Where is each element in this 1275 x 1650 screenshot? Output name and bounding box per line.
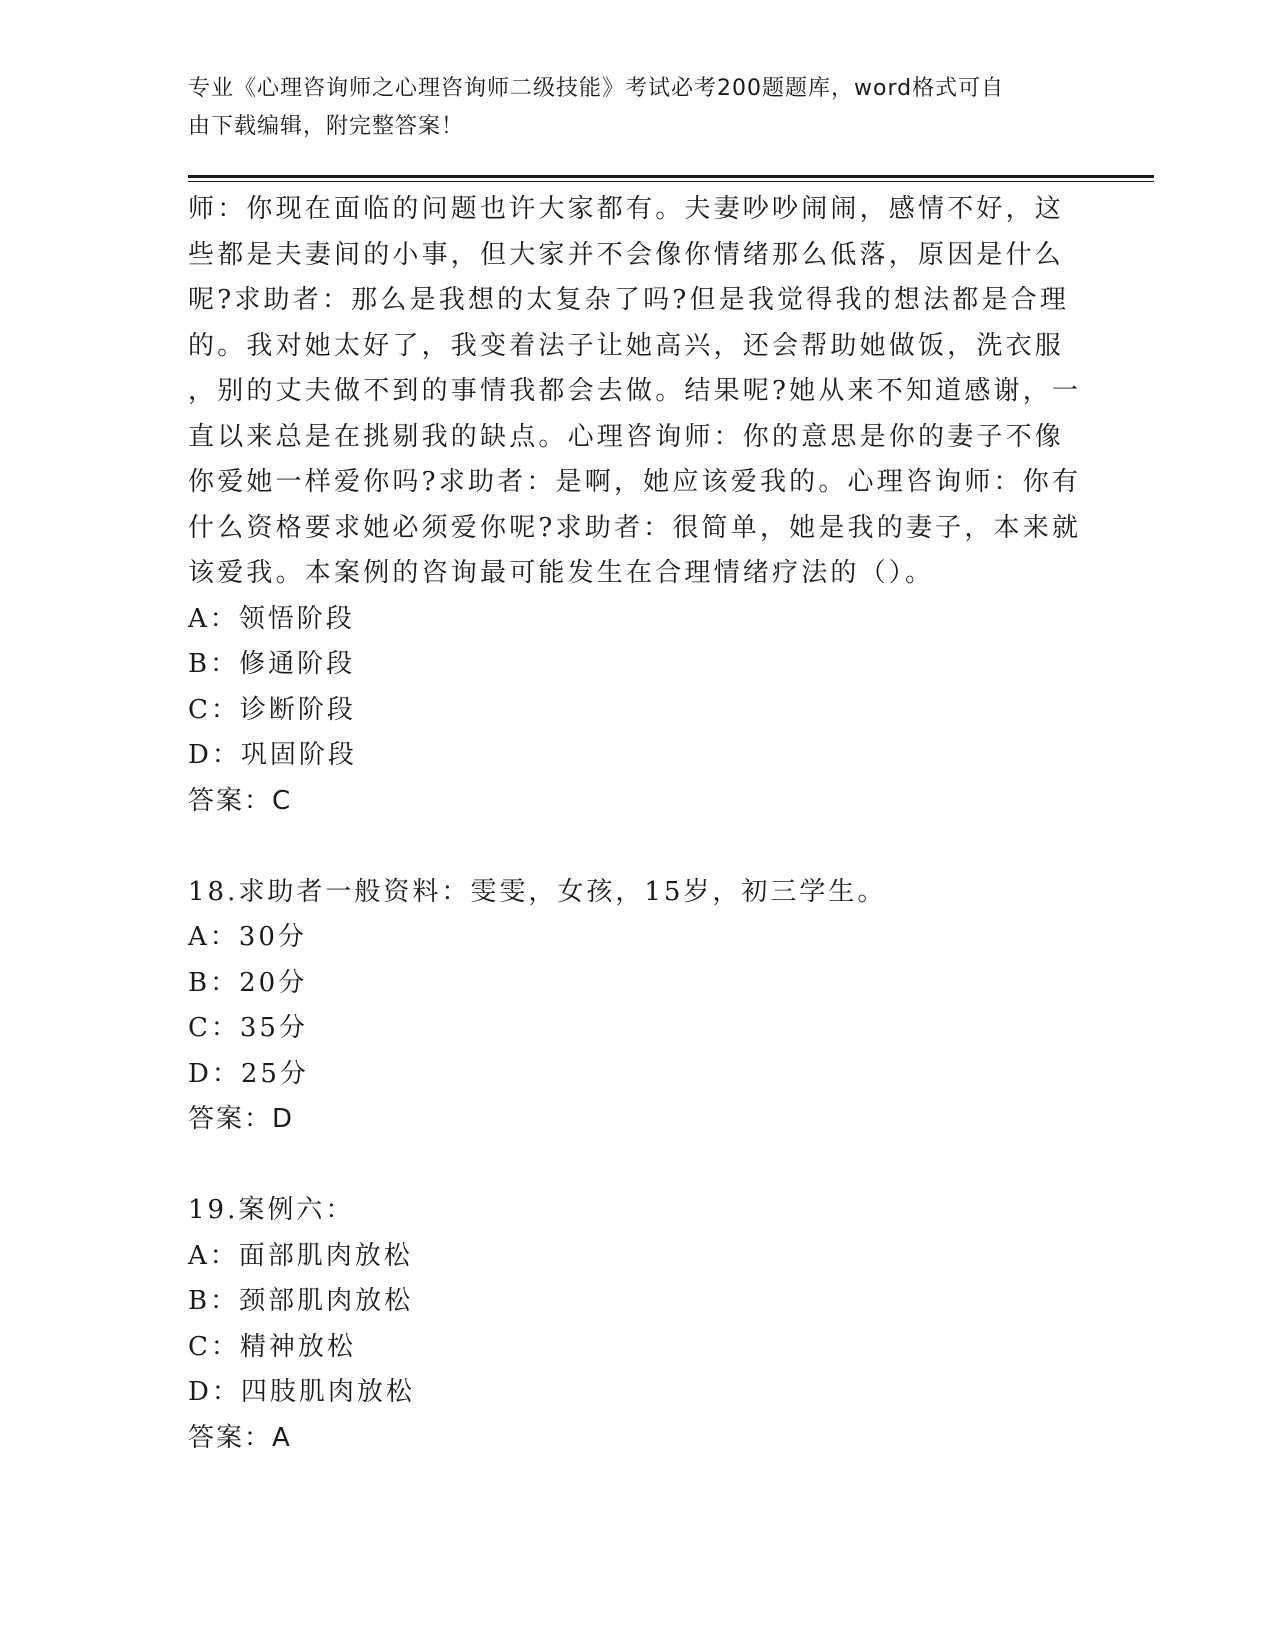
answer-line: 答案：C [188, 785, 293, 816]
option-b: B：修通阶段 [188, 649, 356, 679]
question-title: 19.案例六： [188, 1195, 355, 1225]
answer-line: 答案：D [188, 1104, 295, 1134]
header-line-1: 专业《心理咨询师之心理咨询师二级技能》考试必考200题题库，word格式可自 [188, 76, 1005, 101]
question-title: 18.求助者一般资料：雯雯，女孩，15岁，初三学生。 [188, 876, 887, 907]
spacer [188, 824, 1088, 870]
passage-line: ，别的丈夫做不到的事情我都会去做。结果呢?她从来不知道感谢，一 [188, 376, 1082, 406]
passage-line: 该爱我。本案例的咨询最可能发生在合理情绪疗法的（）。 [188, 558, 935, 588]
option-d: D：四肢肌肉放松 [188, 1377, 415, 1407]
passage-line: 什么资格要求她必须爱你呢?求助者：很简单，她是我的妻子，本来就 [188, 512, 1082, 543]
header-divider-thick [188, 175, 1154, 178]
document-body [188, 187, 1088, 1461]
option-b: B：颈部肌肉放松 [188, 1286, 414, 1316]
option-a: A：面部肌肉放松 [188, 1240, 413, 1271]
passage-line: 的。我对她太好了，我变着法子让她高兴，还会帮助她做饭，洗衣服 [188, 330, 1065, 361]
header-line-2: 由下载编辑，附完整答案！ [188, 114, 465, 139]
option-c: C：诊断阶段 [188, 694, 356, 725]
option-a: A：30分 [188, 922, 307, 952]
passage-line: 呢?求助者：那么是我想的太复杂了吗?但是我觉得我的想法都是合理 [188, 285, 1070, 315]
passage-line: 你爱她一样爱你吗?求助者：是啊，她应该爱我的。心理咨询师：你有 [188, 467, 1082, 497]
header-divider-thin [188, 181, 1154, 182]
question-17 [188, 187, 1088, 824]
option-d: D：巩固阶段 [188, 740, 357, 770]
question-17-passage [188, 187, 1088, 597]
passage-line: 师：你现在面临的问题也许大家都有。夫妻吵吵闹闹，感情不好，这 [188, 194, 1065, 224]
passage-line: 些都是夫妻间的小事，但大家并不会像你情绪那么低落，原因是什么 [188, 239, 1065, 270]
passage-line: 直以来总是在挑剔我的缺点。心理咨询师：你的意思是你的妻子不像 [188, 421, 1065, 452]
question-19 [188, 1188, 1088, 1461]
option-b: B：20分 [188, 967, 308, 998]
spacer [188, 1143, 1088, 1189]
option-c: C：精神放松 [188, 1331, 356, 1362]
answer-line: 答案：A [188, 1422, 292, 1453]
question-18 [188, 870, 1088, 1143]
option-d: D：25分 [188, 1058, 309, 1089]
document-header [188, 70, 1068, 146]
option-c: C：35分 [188, 1013, 308, 1043]
option-a: A：领悟阶段 [188, 603, 355, 634]
